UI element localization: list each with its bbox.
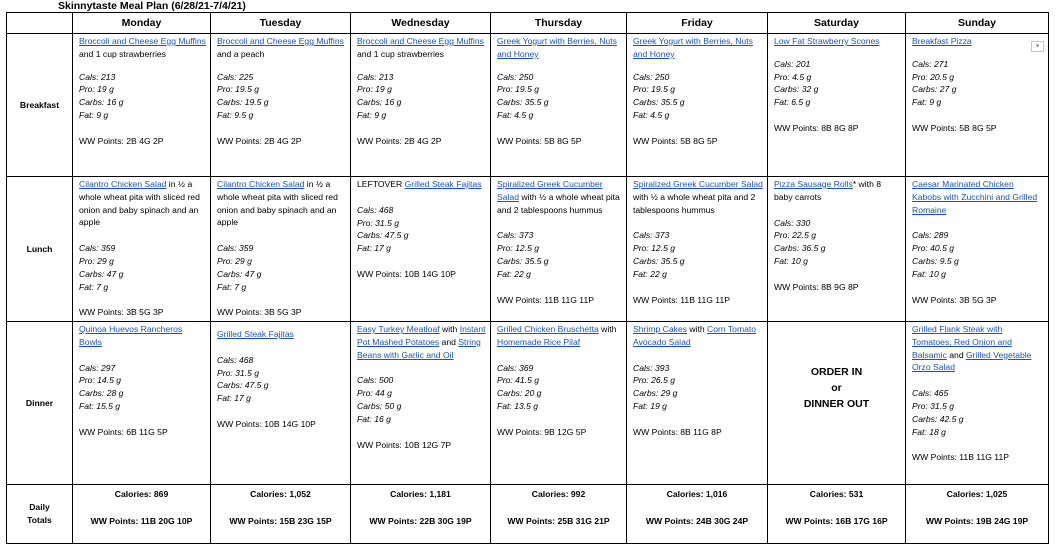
carbs: Carbs: 35.5 g — [497, 255, 549, 266]
meal-cell — [768, 322, 906, 485]
day-header: Sunday — [906, 13, 1049, 34]
recipe-link[interactable]: Grilled Chicken Bruschetta — [497, 324, 599, 334]
meal-cell: Grilled Chicken Bruschetta with Homemade Rice Pilaf Cals: 369 Pro: 41.5 g Carbs: 20 g Fat: 13.5 g WW Points: 9B 12G 5P — [491, 322, 627, 485]
row-label-totals: Daily Totals — [7, 485, 73, 544]
protein: Pro: 19.5 g — [217, 84, 260, 95]
total-calories: Calories: 1,181 — [390, 489, 451, 499]
corner-cell — [7, 13, 73, 34]
ww-points: WW Points: 3B 5G 3P — [912, 294, 997, 305]
ww-points: WW Points: 5B 8G 5P — [912, 122, 997, 133]
ww-points: WW Points: 6B 11G 5P — [79, 426, 168, 437]
carbs: Carbs: 35.5 g — [497, 97, 549, 108]
recipe-link[interactable]: Homemade Rice Pilaf — [497, 336, 581, 347]
header-row — [7, 13, 1049, 34]
calories: Cals: 271 — [912, 58, 949, 69]
carbs: Carbs: 47 g — [217, 268, 262, 279]
recipe-link[interactable]: Easy Turkey Meatloaf — [357, 324, 440, 334]
recipe-link[interactable]: Pizza Sausage Rolls — [774, 179, 853, 189]
day-header: Wednesday — [351, 13, 491, 34]
protein: Pro: 14.5 g — [79, 375, 122, 386]
protein: Pro: 19.5 g — [633, 84, 676, 95]
chevron-down-icon[interactable]: ▾ — [1031, 41, 1044, 52]
order-in-note: ORDER IN or DINNER OUT — [803, 366, 870, 410]
ww-points: WW Points: 5B 8G 5P — [633, 135, 718, 146]
ww-points: WW Points: 3B 5G 3P — [79, 307, 164, 318]
recipe-link[interactable]: Grilled Vegetable Orzo Salad — [912, 349, 1032, 373]
fat: Fat: 9.5 g — [217, 109, 254, 120]
ww-points: WW Points: 2B 4G 2P — [79, 135, 164, 146]
daily-total — [211, 485, 351, 544]
day-header: Monday — [73, 13, 211, 34]
fat: Fat: 9 g — [912, 97, 942, 108]
recipe-link[interactable]: Grilled Flank Steak with Tomatoes, Red Onion and Balsamic — [912, 324, 1012, 360]
meal-cell: Cilantro Chicken Salad in ½ a whole wheat pita with sliced red onion and baby spinach and an apple Cals: 359 Pro: 29 g Carbs: 47 g Fat: 7 g WW Points: 3B 5G 3P — [73, 177, 211, 322]
meal-cell — [491, 34, 627, 177]
day-header: Tuesday — [211, 13, 351, 34]
carbs: Carbs: 50 g — [357, 400, 402, 411]
calories: Cals: 213 — [79, 71, 116, 82]
total-ww-points: WW Points: 16B 17G 16P — [785, 515, 888, 526]
total-ww-points: WW Points: 11B 20G 10P — [90, 515, 193, 526]
row-label-lunch: Lunch — [7, 177, 73, 322]
recipe-link[interactable]: Shrimp Cakes — [633, 324, 687, 334]
recipe-link[interactable]: Greek Yogurt with Berries, Nuts and Honey — [633, 36, 753, 59]
ww-points: WW Points: 5B 8G 5P — [497, 135, 582, 146]
meal-cell: Spiralized Greek Cucumber Salad with ½ a whole wheat pita and 2 tablespoons hummus Cals: 373 Pro: 12.5 g Carbs: 35.5 g Fat: 22 g WW Points: 11B 11G 11P — [627, 177, 768, 322]
fat: Fat: 16 g — [357, 413, 391, 424]
total-calories: Calories: 1,016 — [666, 489, 728, 499]
fat: Fat: 18 g — [912, 426, 946, 437]
carbs: Carbs: 16 g — [79, 97, 124, 108]
calories: Cals: 465 — [912, 388, 949, 399]
fat: Fat: 4.5 g — [497, 109, 534, 120]
ww-points: WW Points: 9B 12G 5P — [497, 426, 587, 437]
carbs: Carbs: 47.5 g — [357, 230, 409, 241]
daily-total — [73, 485, 211, 544]
fat: Fat: 6.5 g — [774, 97, 811, 108]
totals-row — [7, 485, 1049, 544]
carbs: Carbs: 35.5 g — [633, 97, 685, 108]
recipe-link[interactable]: Broccoli and Cheese Egg Muffins — [217, 36, 344, 46]
calories: Cals: 373 — [497, 230, 534, 241]
total-calories: Calories: 992 — [531, 489, 586, 499]
carbs: Carbs: 35.5 g — [633, 255, 685, 266]
daily-total — [351, 485, 491, 544]
meal-cell: Pizza Sausage Rolls* with 8 baby carrots Cals: 330 Pro: 22.5 g Carbs: 36.5 g Fat: 10 g WW Points: 8B 9G 8P — [768, 177, 906, 322]
dinner-row — [7, 322, 1049, 485]
protein: Pro: 4.5 g — [774, 71, 812, 82]
ww-points: WW Points: 2B 4G 2P — [357, 135, 442, 146]
recipe-link[interactable]: Spiralized Greek Cucumber Salad — [633, 179, 763, 189]
total-ww-points: WW Points: 24B 30G 24P — [645, 515, 749, 526]
carbs: Carbs: 47.5 g — [217, 380, 269, 391]
daily-total — [768, 485, 906, 544]
meal-cell — [768, 34, 906, 177]
meal-cell: Broccoli and Cheese Egg Muffins and 1 cup strawberries Cals: 213 Pro: 19 g Carbs: 16 g Fat: 9 g WW Points: 2B 4G 2P — [73, 34, 211, 177]
carbs: Carbs: 47 g — [79, 268, 124, 279]
page-title: Skinnytaste Meal Plan (6/28/21-7/4/21) — [58, 0, 246, 12]
fat: Fat: 17 g — [357, 243, 391, 254]
calories: Cals: 225 — [217, 71, 254, 82]
total-calories: Calories: 1,025 — [946, 489, 1008, 499]
calories: Cals: 468 — [217, 354, 254, 365]
protein: Pro: 31.5 g — [357, 217, 400, 228]
day-header: Thursday — [491, 13, 627, 34]
recipe-link[interactable]: Cilantro Chicken Salad — [79, 179, 167, 189]
calories: Cals: 201 — [774, 58, 811, 69]
meal-cell: Easy Turkey Meatloaf with Instant Pot Mashed Potatoes and String Beans with Garlic and Oil Cals: 500 Pro: 44 g Carbs: 50 g Fat: 16 g WW Points: 10B 12G 7P — [351, 322, 491, 485]
recipe-link[interactable]: Cilantro Chicken Salad — [217, 179, 305, 189]
recipe-link[interactable]: Caesar Marinated Chicken Kabobs with Zucchini and Grilled Romaine — [912, 179, 1038, 215]
calories: Cals: 250 — [497, 71, 534, 82]
calories: Cals: 297 — [79, 362, 116, 373]
recipe-link[interactable]: Broccoli and Cheese Egg Muffins — [79, 36, 206, 46]
protein: Pro: 12.5 g — [633, 243, 676, 254]
fat: Fat: 9 g — [79, 109, 109, 120]
fat: Fat: 13.5 g — [497, 400, 539, 411]
protein: Pro: 19 g — [357, 84, 392, 95]
meal-cell — [627, 34, 768, 177]
fat: Fat: 7 g — [79, 281, 109, 292]
protein: Pro: 20.5 g — [912, 71, 955, 82]
calories: Cals: 330 — [774, 217, 811, 228]
fat: Fat: 10 g — [774, 255, 808, 266]
daily-total — [491, 485, 627, 544]
protein: Pro: 19 g — [79, 84, 114, 95]
total-ww-points: WW Points: 19B 24G 19P — [925, 515, 1029, 526]
carbs: Carbs: 28 g — [79, 388, 124, 399]
breakfast-row — [7, 34, 1049, 177]
carbs: Carbs: 36.5 g — [774, 243, 826, 254]
recipe-link[interactable]: Low Fat Strawberry Scones — [774, 36, 880, 46]
recipe-link[interactable]: Grilled Steak Fajitas — [217, 329, 294, 339]
meal-cell: Shrimp Cakes with Corn Tomato Avocado Salad Cals: 393 Pro: 26.5 g Carbs: 29 g Fat: 19 g WW Points: 8B 11G 8P — [627, 322, 768, 485]
protein: Pro: 40.5 g — [912, 243, 955, 254]
calories: Cals: 359 — [217, 243, 254, 254]
recipe-link[interactable]: Spiralized Greek Cucumber Salad — [497, 179, 603, 202]
carbs: Carbs: 32 g — [774, 84, 819, 95]
recipe-link[interactable]: Grilled Steak Fajitas — [404, 179, 482, 189]
ww-points: WW Points: 10B 14G 10P — [217, 418, 316, 429]
fat: Fat: 10 g — [912, 268, 946, 279]
meal-cell: Broccoli and Cheese Egg Muffins and 1 cup strawberries Cals: 213 Pro: 19 g Carbs: 16 g Fat: 9 g WW Points: 2B 4G 2P — [351, 34, 491, 177]
total-calories: Calories: 1,052 — [250, 489, 311, 499]
recipe-link[interactable]: Instant Pot Mashed Potatoes — [357, 324, 486, 347]
meal-cell: Grilled Flank Steak with Tomatoes, Red Onion and Balsamic and Grilled Vegetable Orzo Salad Cals: 465 Pro: 31.5 g Carbs: 42.5 g Fat: 18 g WW Points: 11B 11G 11P — [906, 322, 1049, 485]
row-label-breakfast: Breakfast — [7, 34, 73, 177]
carbs: Carbs: 19.5 g — [217, 97, 269, 108]
recipe-link[interactable]: Greek Yogurt with Berries, Nuts and Honey — [497, 36, 617, 59]
calories: Cals: 289 — [912, 230, 949, 241]
fat: Fat: 17 g — [217, 393, 251, 404]
protein: Pro: 44 g — [357, 388, 392, 399]
lunch-row — [7, 177, 1049, 322]
meal-cell: LEFTOVER Grilled Steak Fajitas Cals: 468 Pro: 31.5 g Carbs: 47.5 g Fat: 17 g WW Points: 10B 14G 10P — [351, 177, 491, 322]
recipe-link[interactable]: Quinoa Huevos Rancheros Bowls — [79, 324, 183, 347]
protein: Pro: 31.5 g — [912, 400, 955, 411]
meal-cell: Cilantro Chicken Salad in ½ a whole wheat pita with sliced red onion and baby spinach and an apple Cals: 359 Pro: 29 g Carbs: 47 g Fat: 7 g WW Points: 3B 5G 3P — [211, 177, 351, 322]
daily-total — [906, 485, 1049, 544]
ww-points: WW Points: 2B 4G 2P — [217, 135, 302, 146]
total-ww-points: WW Points: 22B 30G 19P — [369, 515, 472, 526]
meal-cell — [73, 322, 211, 485]
calories: Cals: 373 — [633, 230, 670, 241]
day-header: Friday — [627, 13, 768, 34]
carbs: Carbs: 29 g — [633, 388, 678, 399]
calories: Cals: 213 — [357, 71, 394, 82]
ww-points: WW Points: 8B 8G 8P — [774, 122, 859, 133]
protein: Pro: 41.5 g — [497, 375, 540, 386]
meal-cell — [906, 34, 1049, 177]
protein: Pro: 31.5 g — [217, 367, 260, 378]
fat: Fat: 22 g — [497, 268, 531, 279]
daily-total — [627, 485, 768, 544]
calories: Cals: 369 — [497, 362, 534, 373]
fat: Fat: 22 g — [633, 268, 667, 279]
total-calories: Calories: 531 — [809, 489, 864, 499]
calories: Cals: 250 — [633, 71, 670, 82]
ww-points: WW Points: 3B 5G 3P — [217, 307, 302, 318]
recipe-link[interactable]: Breakfast Pizza — [912, 36, 972, 46]
fat: Fat: 15.5 g — [79, 400, 121, 411]
ww-points: WW Points: 10B 14G 10P — [357, 268, 456, 279]
calories: Cals: 468 — [357, 204, 394, 215]
meal-cell — [211, 322, 351, 485]
meal-cell — [906, 177, 1049, 322]
meal-cell: Spiralized Greek Cucumber Salad with ½ a whole wheat pita and 2 tablespoons hummus Cals: 373 Pro: 12.5 g Carbs: 35.5 g Fat: 22 g WW Points: 11B 11G 11P — [491, 177, 627, 322]
protein: Pro: 26.5 g — [633, 375, 676, 386]
ww-points: WW Points: 11B 11G 11P — [633, 294, 730, 305]
ww-points: WW Points: 10B 12G 7P — [357, 439, 452, 450]
ww-points: WW Points: 11B 11G 11P — [497, 294, 594, 305]
recipe-link[interactable]: String Beans with Garlic and Oil — [357, 336, 481, 360]
fat: Fat: 7 g — [217, 281, 247, 292]
calories: Cals: 393 — [633, 362, 670, 373]
protein: Pro: 29 g — [79, 255, 114, 266]
carbs: Carbs: 9.5 g — [912, 255, 959, 266]
carbs: Carbs: 16 g — [357, 97, 402, 108]
protein: Pro: 12.5 g — [497, 243, 540, 254]
protein: Pro: 22.5 g — [774, 230, 817, 241]
recipe-link[interactable]: Corn Tomato Avocado Salad — [633, 324, 757, 347]
total-ww-points: WW Points: 15B 23G 15P — [229, 515, 332, 526]
fat: Fat: 9 g — [357, 109, 387, 120]
fat: Fat: 4.5 g — [633, 109, 670, 120]
carbs: Carbs: 20 g — [497, 388, 542, 399]
carbs: Carbs: 42.5 g — [912, 413, 964, 424]
calories: Cals: 359 — [79, 243, 116, 254]
ww-points: WW Points: 11B 11G 11P — [912, 452, 1009, 463]
meal-plan-table — [6, 12, 1049, 544]
fat: Fat: 19 g — [633, 400, 667, 411]
protein: Pro: 19.5 g — [497, 84, 540, 95]
row-label-dinner: Dinner — [7, 322, 73, 485]
carbs: Carbs: 27 g — [912, 84, 957, 95]
ww-points: WW Points: 8B 9G 8P — [774, 281, 859, 292]
protein: Pro: 29 g — [217, 255, 252, 266]
day-header: Saturday — [768, 13, 906, 34]
recipe-link[interactable]: Broccoli and Cheese Egg Muffins — [357, 36, 484, 46]
ww-points: WW Points: 8B 11G 8P — [633, 426, 722, 437]
calories: Cals: 500 — [357, 375, 394, 386]
meal-cell: Broccoli and Cheese Egg Muffins and a peach Cals: 225 Pro: 19.5 g Carbs: 19.5 g Fat: 9.5 g WW Points: 2B 4G 2P — [211, 34, 351, 177]
total-calories: Calories: 869 — [114, 489, 169, 499]
total-ww-points: WW Points: 25B 31G 21P — [507, 515, 610, 526]
